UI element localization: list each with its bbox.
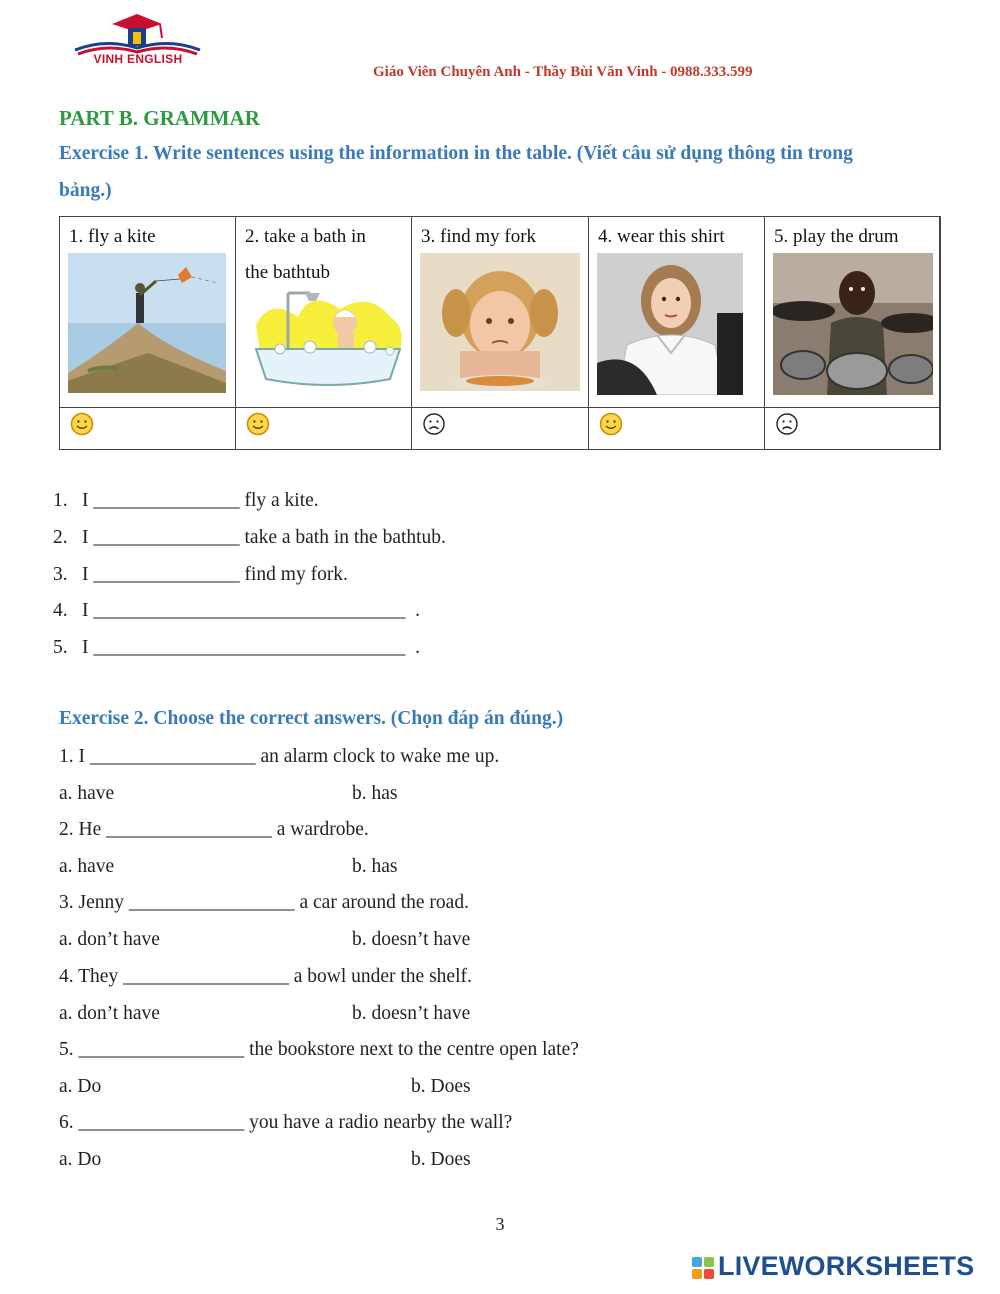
sentence-1[interactable]: I _______________ fly a kite. <box>82 490 319 511</box>
option-a[interactable]: a. have <box>59 783 115 804</box>
option-b[interactable]: b. doesn’t have <box>352 1003 471 1024</box>
cell-label: 5. play the drum <box>774 226 899 247</box>
exercise1-title: Exercise 1. Write sentences using the information in the table. (Viết câu sử dụng thông tin trong <box>59 143 853 164</box>
list-number: 4. <box>53 600 68 621</box>
option-a[interactable]: a. don’t have <box>59 1003 160 1024</box>
table-cell <box>765 217 940 449</box>
option-a[interactable]: a. don’t have <box>59 929 160 950</box>
question-5[interactable]: 5. _________________ the bookstore next to the centre open late? <box>59 1039 579 1060</box>
cell-label: 3. find my fork <box>421 226 537 247</box>
table-cell <box>236 217 412 449</box>
drummer-photo <box>773 253 933 395</box>
option-a[interactable]: a. Do <box>59 1076 102 1097</box>
table-row-divider <box>60 407 940 408</box>
option-b[interactable]: b. Does <box>411 1076 471 1097</box>
kite-photo <box>68 253 226 393</box>
happy-face-icon <box>246 412 270 436</box>
cell-label: 1. fly a kite <box>69 226 156 247</box>
logo-text: VINH ENGLISH <box>93 52 183 66</box>
question-1[interactable]: 1. I _________________ an alarm clock to wake me up. <box>59 746 500 767</box>
cell-label: 2. take a bath in the bathtub <box>245 226 366 283</box>
footer-brand-text[interactable]: LIVEWORKSHEETS <box>718 1251 975 1281</box>
option-a[interactable]: a. Do <box>59 1149 102 1170</box>
activity-table <box>59 216 941 450</box>
question-4[interactable]: 4. They _________________ a bowl under the shelf. <box>59 966 472 987</box>
question-6[interactable]: 6. _________________ you have a radio nearby the wall? <box>59 1112 513 1133</box>
exercise1-title-cont: bảng.) <box>59 180 112 201</box>
list-number: 1. <box>53 490 68 511</box>
happy-face-icon <box>599 412 623 436</box>
part-title: PART B. GRAMMAR <box>59 106 260 130</box>
option-a[interactable]: a. have <box>59 856 115 877</box>
list-number: 3. <box>53 564 68 585</box>
question-3[interactable]: 3. Jenny _________________ a car around the road. <box>59 892 469 913</box>
cell-label: 4. wear this shirt <box>598 226 725 247</box>
option-b[interactable]: b. Does <box>411 1149 471 1170</box>
page-number: 3 <box>495 1214 505 1234</box>
table-cell <box>412 217 589 449</box>
sad-face-icon <box>422 412 446 436</box>
sentence-3[interactable]: I _______________ find my fork. <box>82 564 348 585</box>
table-cell <box>589 217 765 449</box>
option-b[interactable]: b. doesn’t have <box>352 929 471 950</box>
question-2[interactable]: 2. He _________________ a wardrobe. <box>59 819 369 840</box>
sentence-5[interactable]: I ________________________________ . <box>82 637 420 658</box>
sentence-4[interactable]: I ________________________________ . <box>82 600 420 621</box>
exercise2-title: Exercise 2. Choose the correct answers. (Chọn đáp án đúng.) <box>59 708 564 729</box>
teacher-info: Giáo Viên Chuyên Anh - Thầy Bùi Văn Vinh - 0988.333.599 <box>373 64 753 80</box>
list-number: 5. <box>53 637 68 658</box>
liveworksheets-icon <box>692 1257 714 1279</box>
sentence-2[interactable]: I _______________ take a bath in the bathtub. <box>82 527 446 548</box>
girl-photo <box>420 253 580 391</box>
option-b[interactable]: b. has <box>352 856 398 877</box>
table-cell <box>60 217 236 449</box>
bathtub-drawing <box>250 287 406 393</box>
shirt-photo <box>597 253 743 395</box>
sad-face-icon <box>775 412 799 436</box>
list-number: 2. <box>53 527 68 548</box>
happy-face-icon <box>70 412 94 436</box>
option-b[interactable]: b. has <box>352 783 398 804</box>
